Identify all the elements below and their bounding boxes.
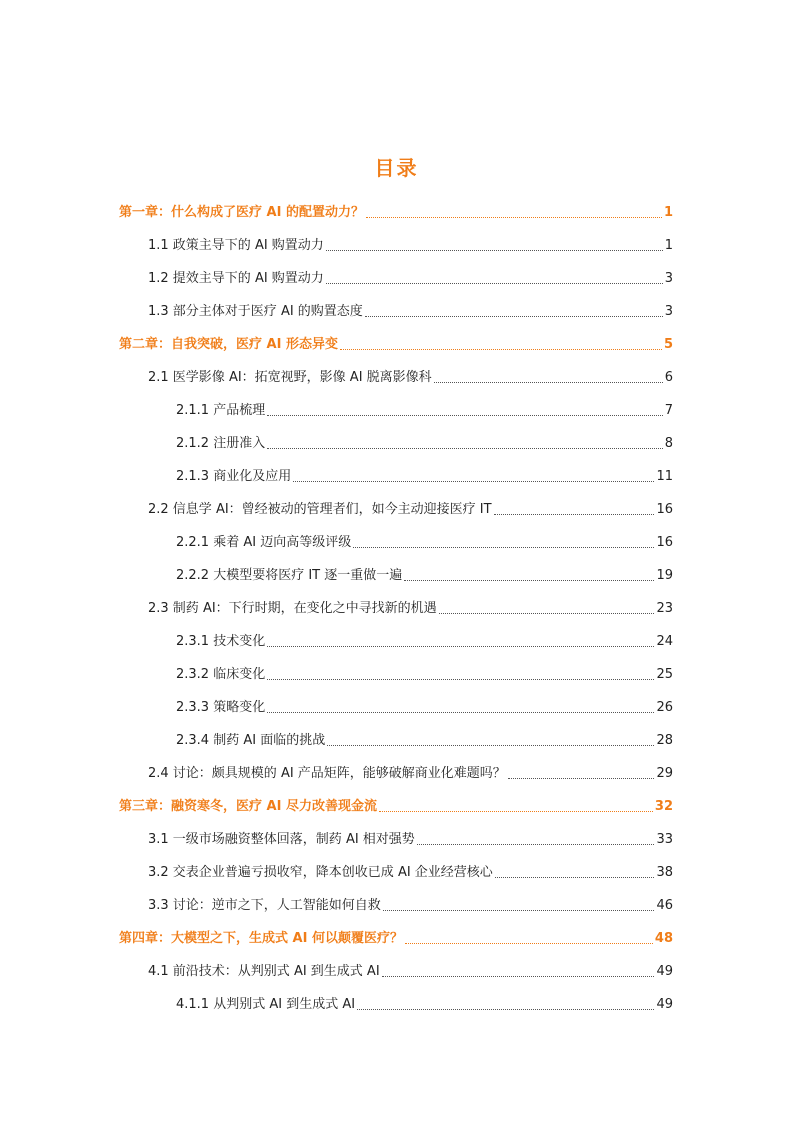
toc-section-entry[interactable] bbox=[148, 962, 673, 982]
toc-section-entry[interactable] bbox=[148, 269, 673, 289]
toc-dot-leader bbox=[404, 566, 654, 581]
toc-entry-label: 4.1 前沿技术：从判别式 AI 到生成式 AI bbox=[148, 964, 380, 979]
toc-dot-leader bbox=[382, 962, 655, 977]
toc-dot-leader bbox=[357, 995, 654, 1010]
toc-dot-leader bbox=[267, 665, 654, 680]
toc-dot-leader bbox=[267, 401, 663, 416]
toc-page-number: 49 bbox=[656, 964, 673, 979]
toc-dot-leader bbox=[383, 896, 655, 911]
toc-dot-leader bbox=[326, 269, 663, 284]
toc-page-number: 24 bbox=[656, 634, 673, 649]
toc-page-number: 19 bbox=[656, 568, 673, 583]
toc-chapter-entry[interactable] bbox=[119, 335, 673, 355]
toc-entry-label: 2.2.2 大模型要将医疗 IT 逐一重做一遍 bbox=[176, 568, 403, 583]
toc-entry-label: 2.1.3 商业化及应用 bbox=[176, 469, 292, 484]
toc-dot-leader bbox=[327, 731, 654, 746]
toc-section-entry[interactable] bbox=[148, 368, 673, 388]
toc-page-number: 29 bbox=[656, 766, 673, 781]
toc-dot-leader bbox=[353, 533, 654, 548]
toc-entry-label: 2.4 讨论：颇具规模的 AI 产品矩阵，能够破解商业化难题吗？ bbox=[148, 766, 506, 781]
toc-section-entry[interactable] bbox=[176, 731, 673, 751]
toc-section-entry[interactable] bbox=[176, 401, 673, 421]
toc-page-number: 33 bbox=[656, 832, 673, 847]
toc-section-entry[interactable] bbox=[148, 863, 673, 883]
toc-entry-label: 3.2 交表企业普遍亏损收窄，降本创收已成 AI 企业经营核心 bbox=[148, 865, 493, 880]
toc-chapter-entry[interactable] bbox=[119, 203, 673, 223]
toc-dot-leader bbox=[508, 764, 655, 779]
toc-chapter-entry[interactable] bbox=[119, 797, 673, 817]
toc-entry-label: 1.2 提效主导下的 AI 购置动力 bbox=[148, 271, 324, 286]
toc-page-number: 1 bbox=[663, 205, 673, 220]
toc-dot-leader bbox=[326, 236, 663, 251]
toc-section-entry[interactable] bbox=[176, 467, 673, 487]
toc-entry-label: 2.3.1 技术变化 bbox=[176, 634, 266, 649]
toc-section-entry[interactable] bbox=[176, 995, 673, 1015]
toc-section-entry[interactable] bbox=[148, 764, 673, 784]
toc-section-entry[interactable] bbox=[176, 698, 673, 718]
toc-section-entry[interactable] bbox=[176, 434, 673, 454]
toc-page-number: 25 bbox=[656, 667, 673, 682]
toc-dot-leader bbox=[379, 797, 653, 812]
toc-page-number: 26 bbox=[656, 700, 673, 715]
toc-section-entry[interactable] bbox=[148, 236, 673, 256]
toc-dot-leader bbox=[365, 302, 663, 317]
toc-page-number: 23 bbox=[656, 601, 673, 616]
toc-chapter-entry[interactable] bbox=[119, 929, 673, 949]
toc-page-number: 46 bbox=[656, 898, 673, 913]
toc-entry-label: 2.3.3 策略变化 bbox=[176, 700, 266, 715]
toc-section-entry[interactable] bbox=[176, 632, 673, 652]
toc-page-number: 49 bbox=[656, 997, 673, 1012]
toc-page-number: 48 bbox=[654, 931, 673, 946]
toc-page-number: 32 bbox=[654, 799, 673, 814]
toc-entry-label: 2.3 制药 AI：下行时期，在变化之中寻找新的机遇 bbox=[148, 601, 437, 616]
toc-page-number: 3 bbox=[664, 304, 673, 319]
toc-entry-label: 1.3 部分主体对于医疗 AI 的购置态度 bbox=[148, 304, 363, 319]
toc-entry-label: 2.1.1 产品梳理 bbox=[176, 403, 266, 418]
toc-dot-leader bbox=[267, 434, 663, 449]
toc-page-number: 28 bbox=[656, 733, 673, 748]
toc-section-entry[interactable] bbox=[148, 896, 673, 916]
toc-section-entry[interactable] bbox=[176, 533, 673, 553]
toc-dot-leader bbox=[405, 929, 653, 944]
toc-entry-label: 2.1.2 注册准入 bbox=[176, 436, 266, 451]
toc-dot-leader bbox=[267, 632, 654, 647]
toc-page-number: 38 bbox=[656, 865, 673, 880]
toc-page-number: 8 bbox=[664, 436, 673, 451]
toc-entry-label: 第二章：自我突破，医疗 AI 形态异变 bbox=[119, 337, 338, 352]
toc-entry-label: 3.1 一级市场融资整体回落，制药 AI 相对强势 bbox=[148, 832, 415, 847]
toc-dot-leader bbox=[267, 698, 654, 713]
toc-dot-leader bbox=[439, 599, 655, 614]
toc-entry-label: 2.2.1 乘着 AI 迈向高等级评级 bbox=[176, 535, 352, 550]
toc-dot-leader bbox=[495, 863, 655, 878]
toc-dot-leader bbox=[366, 203, 662, 218]
toc-page-number: 6 bbox=[664, 370, 673, 385]
toc-entry-label: 4.1.1 从判别式 AI 到生成式 AI bbox=[176, 997, 356, 1012]
toc-entry-label: 2.2 信息学 AI：曾经被动的管理者们，如今主动迎接医疗 IT bbox=[148, 502, 492, 517]
toc-dot-leader bbox=[434, 368, 663, 383]
toc-page-number: 11 bbox=[656, 469, 673, 484]
toc-entry-label: 2.3.4 制药 AI 面临的挑战 bbox=[176, 733, 326, 748]
toc-page-number: 5 bbox=[663, 337, 673, 352]
toc-entry-label: 2.3.2 临床变化 bbox=[176, 667, 266, 682]
toc-dot-leader bbox=[340, 335, 662, 350]
toc-section-entry[interactable] bbox=[176, 665, 673, 685]
toc-section-entry[interactable] bbox=[148, 599, 673, 619]
toc-page-number: 7 bbox=[664, 403, 673, 418]
toc-page-number: 1 bbox=[664, 238, 673, 253]
toc-section-entry[interactable] bbox=[148, 830, 673, 850]
toc-page-number: 16 bbox=[656, 535, 673, 550]
toc-page-number: 16 bbox=[656, 502, 673, 517]
toc-entry-label: 第四章：大模型之下，生成式 AI 何以颠覆医疗？ bbox=[119, 931, 403, 946]
toc-entry-label: 第一章：什么构成了医疗 AI 的配置动力？ bbox=[119, 205, 364, 220]
toc-dot-leader bbox=[494, 500, 655, 515]
toc-entry-label: 1.1 政策主导下的 AI 购置动力 bbox=[148, 238, 324, 253]
toc-entry-label: 3.3 讨论：逆市之下，人工智能如何自救 bbox=[148, 898, 381, 913]
toc-section-entry[interactable] bbox=[148, 500, 673, 520]
toc-dot-leader bbox=[417, 830, 655, 845]
toc-section-entry[interactable] bbox=[148, 302, 673, 322]
toc-entry-label: 第三章：融资寒冬，医疗 AI 尽力改善现金流 bbox=[119, 799, 377, 814]
toc-section-entry[interactable] bbox=[176, 566, 673, 586]
toc-dot-leader bbox=[293, 467, 654, 482]
toc-entry-label: 2.1 医学影像 AI：拓宽视野，影像 AI 脱离影像科 bbox=[148, 370, 432, 385]
toc-page-number: 3 bbox=[664, 271, 673, 286]
page-title: 目录 bbox=[374, 156, 419, 180]
